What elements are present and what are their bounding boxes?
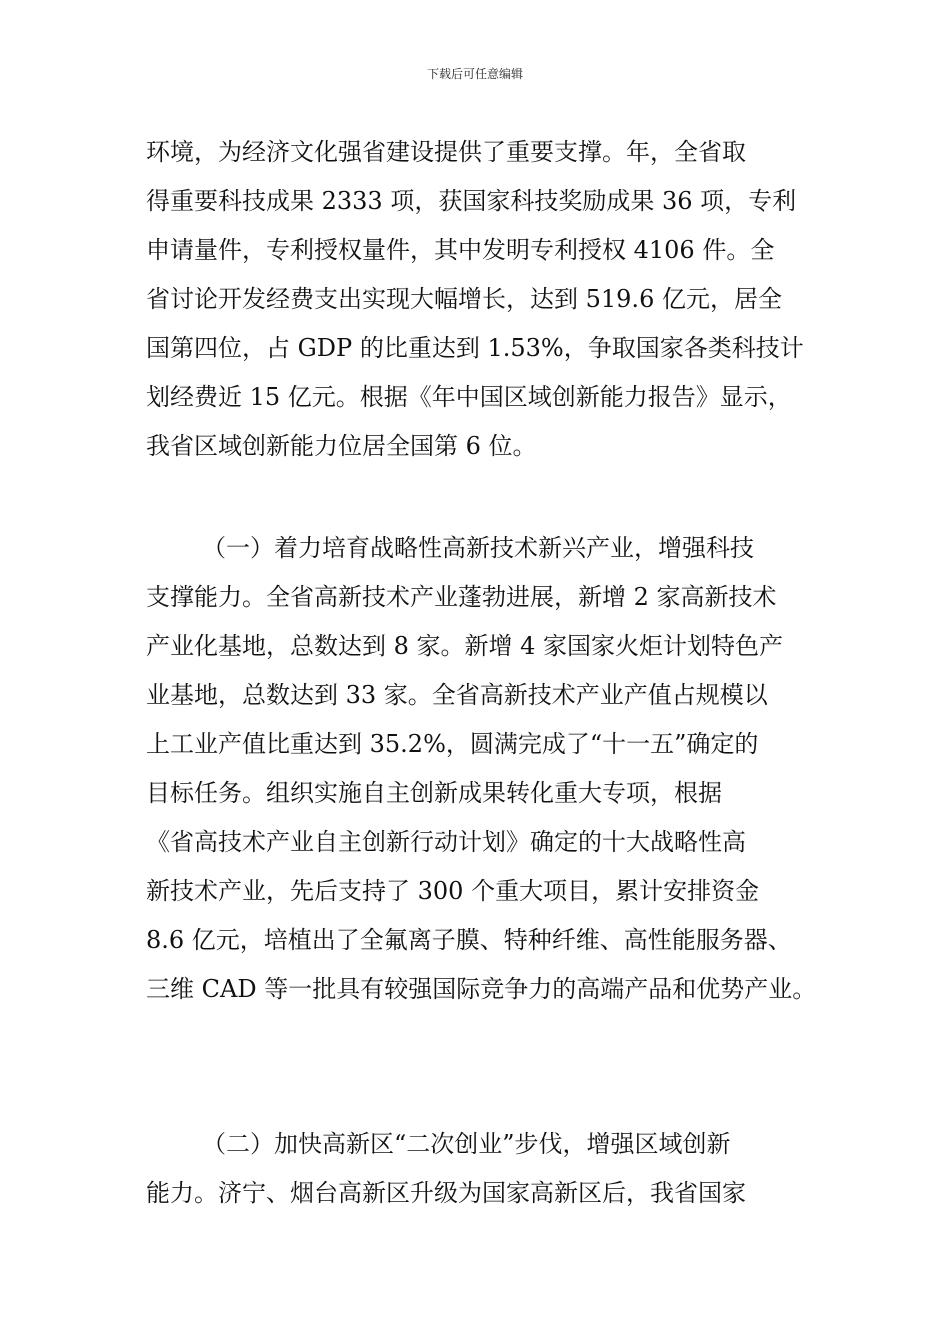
paragraph-line: （二）加快高新区“二次创业”步伐，增强区域创新 (202, 1130, 731, 1158)
paragraph-line: 划经费近 15 亿元。根据《年中国区域创新能力报告》显示， (146, 383, 792, 411)
paragraph-line: 《省高技术产业自主创新行动计划》确定的十大战略性高 (146, 828, 746, 856)
paragraph-line: 三维 CAD 等一批具有较强国际竞争力的高端产品和优势产业。 (146, 975, 817, 1003)
paragraph-line: 上工业产值比重达到 35.2%，圆满完成了“十一五”确定的 (146, 730, 759, 758)
paragraph-line: 我省区域创新能力位居全国第 6 位。 (146, 432, 537, 460)
page-header: 下载后可任意编辑 (426, 67, 523, 81)
paragraph-line: 国第四位，占 GDP 的比重达到 1.53%，争取国家各类科技计 (146, 334, 804, 362)
paragraph-line: 环境，为经济文化强省建设提供了重要支撑。年，全省取 (146, 138, 746, 166)
paragraph-line: 能力。济宁、烟台高新区升级为国家高新区后，我省国家 (146, 1179, 746, 1207)
paragraph-line: 8.6 亿元，培植出了全氟离子膜、特种纤维、高性能服务器、 (146, 926, 792, 954)
paragraph-line: 得重要科技成果 2333 项，获国家科技奖励成果 36 项，专利 (146, 187, 797, 215)
paragraph-line: 产业化基地，总数达到 8 家。新增 4 家国家火炬计划特色产 (146, 632, 784, 660)
paragraph-line: 省讨论开发经费支出实现大幅增长，达到 519.6 亿元，居全 (146, 285, 782, 313)
paragraph-line: 申请量件，专利授权量件，其中发明专利授权 4106 件。全 (146, 236, 775, 264)
paragraph-line: 目标任务。组织实施自主创新成果转化重大专项，根据 (146, 779, 722, 807)
paragraph-line: （一）着力培育战略性高新技术新兴产业，增强科技 (202, 534, 754, 562)
paragraph-line: 业基地，总数达到 33 家。全省高新技术产业产值占规模以 (146, 681, 768, 709)
paragraph-line: 支撑能力。全省高新技术产业蓬勃进展，新增 2 家高新技术 (146, 583, 777, 611)
paragraph-line: 新技术产业，先后支持了 300 个重大项目，累计安排资金 (146, 877, 760, 905)
